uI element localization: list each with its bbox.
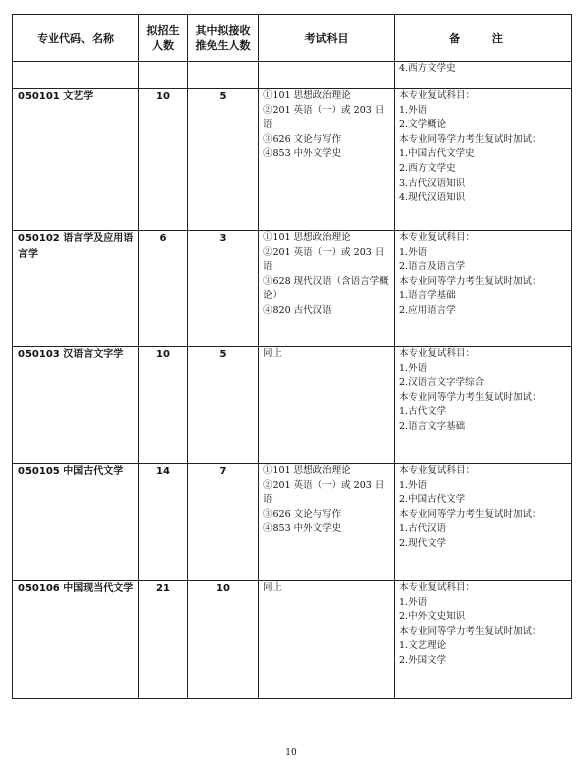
remark-line: 1.文艺理论 [399,640,447,652]
subject-line: ①101 思想政治理论 [263,232,351,243]
table-row [13,62,572,89]
subject-line: ④853 中外文学史 [263,148,342,160]
subject-line: ③628 现代汉语（含语言学概论） [263,275,389,302]
remark-line: 1.外语 [399,596,428,608]
major-name: 050106 中国现当代文学 [13,581,139,699]
exempt-count: 5 [188,89,259,231]
remark-line: 2.中外文史知识 [399,611,466,623]
remarks [395,89,572,231]
exam-subjects [259,62,395,89]
remark-line: 本专业同等学力考生复试时加试： [399,275,542,287]
exempt-count: 3 [188,231,259,347]
major-name: 050102 语言学及应用语言学 [13,231,139,347]
exam-subjects [259,231,395,347]
remark-line: 4.现代汉语知识 [399,192,466,204]
remark-line: 2.文学概论 [399,119,447,131]
exam-subjects [259,581,395,699]
subject-line: ③626 文论与写作 [263,508,342,520]
remark-line: 2.外国文学 [399,654,447,666]
exam-subjects [259,89,395,231]
subject-line: ②201 英语（一）或 203 日语 [263,104,385,131]
remark-line: 2.应用语言学 [399,304,456,316]
planned-count [139,62,188,89]
subject-line: ④820 古代汉语 [263,304,332,316]
remark-line: 本专业复试科目： [399,90,476,101]
table-row [13,464,572,581]
exam-subjects [259,347,395,464]
exam-subjects [259,464,395,581]
remark-line: 本专业复试科目： [399,348,476,359]
subject-line: ③626 文论与写作 [263,133,342,145]
header-exempt-count: 其中拟接收推免生人数 [188,15,259,62]
remark-line: 本专业复试科目： [399,582,476,593]
major-name: 050103 汉语言文字学 [13,347,139,464]
remark-line: 1.中国古代文学史 [399,148,475,160]
remark-line: 1.古代文学 [399,406,447,418]
remark-line: 本专业同等学力考生复试时加试： [399,625,542,637]
remark-line: 2.语言文字基础 [399,420,466,432]
remark-line: 本专业复试科目： [399,232,476,243]
remark-line: 2.西方文学史 [399,162,456,174]
remark-line: 2.中国古代文学 [399,494,466,506]
header-major: 专业代码、名称 [13,15,139,62]
remark-line: 本专业同等学力考生复试时加试： [399,508,542,520]
admissions-table [12,14,572,699]
remarks [395,231,572,347]
remarks [395,347,572,464]
remark-line: 1.古代汉语 [399,523,447,535]
exempt-count: 7 [188,464,259,581]
major-name [13,62,139,89]
exempt-count [188,62,259,89]
exempt-count: 10 [188,581,259,699]
remark-line: 1.外语 [399,479,428,491]
exempt-count: 5 [188,347,259,464]
subject-line: ②201 英语（一）或 203 日语 [263,246,385,273]
table-row [13,231,572,347]
planned-count: 10 [139,89,188,231]
subject-line: 同上 [263,348,283,359]
table-row [13,89,572,231]
major-name: 050101 文艺学 [13,89,139,231]
major-name: 050105 中国古代文学 [13,464,139,581]
table-body [13,62,572,699]
remark-line: 1.语言学基础 [399,290,456,302]
remark-line: 2.语言及语言学 [399,261,466,273]
planned-count: 14 [139,464,188,581]
remark-line: 4.西方文学史 [399,63,456,74]
remark-line: 2.汉语言文字学综合 [399,377,485,389]
remark-line: 本专业同等学力考生复试时加试： [399,133,542,145]
header-exam-subjects: 考试科目 [259,15,395,62]
remark-line: 1.外语 [399,104,428,116]
remarks [395,581,572,699]
remark-line: 3.古代汉语知识 [399,177,466,189]
table-header-row [13,15,572,62]
header-remarks: 备 注 [395,15,572,62]
planned-count: 10 [139,347,188,464]
remark-line: 本专业复试科目： [399,465,476,476]
remark-line: 本专业同等学力考生复试时加试： [399,391,542,403]
subject-line: 同上 [263,582,283,593]
remark-line: 1.外语 [399,362,428,374]
subject-line: ④853 中外文学史 [263,523,342,535]
table-row [13,347,572,464]
subject-line: ②201 英语（一）或 203 日语 [263,479,385,506]
remark-line: 1.外语 [399,246,428,258]
header-planned-count: 拟招生人数 [139,15,188,62]
remarks [395,464,572,581]
remark-line: 2.现代文学 [399,537,447,549]
table-row [13,581,572,699]
subject-line: ①101 思想政治理论 [263,90,351,101]
planned-count: 6 [139,231,188,347]
remarks [395,62,572,89]
planned-count: 21 [139,581,188,699]
page-number: 10 [285,748,297,758]
subject-line: ①101 思想政治理论 [263,465,351,476]
